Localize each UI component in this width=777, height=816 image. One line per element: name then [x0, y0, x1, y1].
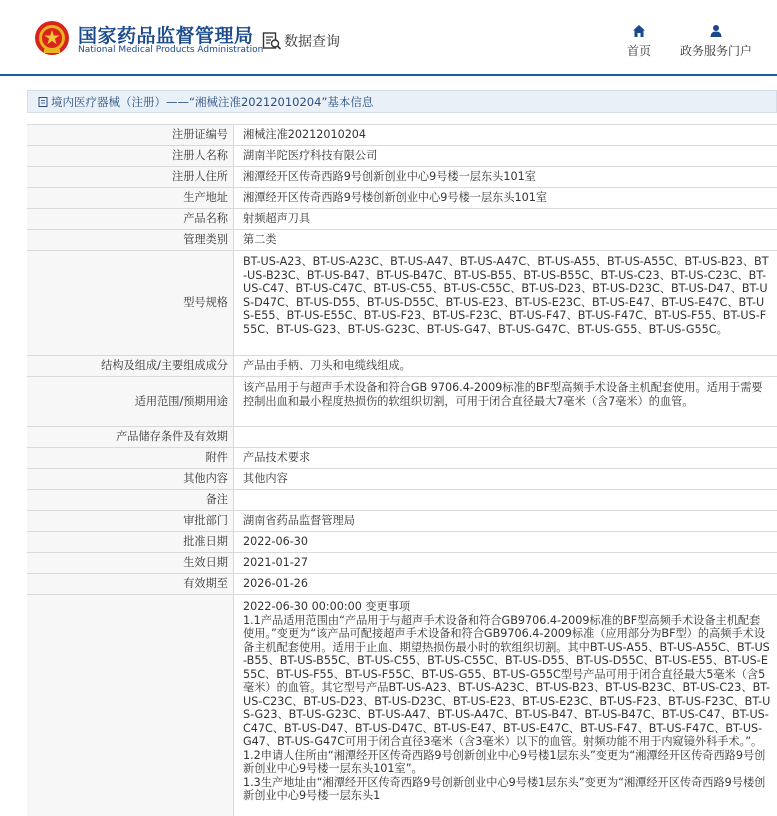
row-value: 湖南省药品监督管理局: [243, 514, 355, 527]
row-label: 管理类别: [27, 230, 234, 250]
row-value: [234, 427, 777, 447]
table-row: [27, 595, 777, 816]
nav-service-portal[interactable]: [674, 24, 758, 59]
change-item: 1.1产品适用范围由“产品用于与超声手术设备和符合GB9706.4-2009标准的BF型高频手术设备主机配套使用。”变更为“该产品可配接超声手术设备和符合GB9706.4-2009标准（应用部分为BF型）的高频手术设备主机配套使用。适用于止血、期望热损伤最小时的软组织切割。其中BT-US-A55、BT-US-A55C、BT-US-B55、BT-US-B55C、BT-US-C55、BT-US-C55C、BT-US-D55、BT-US-D55C、BT-US-E55、BT-US-E55C、BT-US-F55、BT-US-F55C、BT-US-G55、BT-US-G55C型号产品可用于闭合直径最大5毫米（含5毫米）的血管。其它型号产品BT-US-A23、BT-US-A23C、BT-US-B23、BT-US-B23C、BT-US-C23、BT-US-C23C、BT-US-D23、BT-US-D23C、BT-US-E23、BT-US-E23C、BT-US-F23、BT-US-F23C、BT-US-G23、BT-US-G23C、BT-US-A47、BT-US-A47C、BT-US-B47、BT-US-B47C、BT-US-C47、BT-US-C47C、BT-US-D47、BT-US-D47C、BT-US-E47、BT-US-E47C、BT-US-F47、BT-US-F47C、BT-US-G47、BT-US-G47C可用于闭合直径3毫米（含3毫米）以下的血管。射频功能不用于内窥镜外科手术。”。: [243, 613, 771, 748]
data-query-label: 数据查询: [284, 34, 340, 50]
row-label: 产品名称: [27, 209, 234, 229]
user-icon: [709, 24, 723, 38]
row-value: 湖南半陀医疗科技有限公司: [243, 149, 378, 162]
row-value: 湘潭经开区传奇西路9号创新创业中心9号楼一层东头101室: [243, 170, 536, 183]
row-value: 湘潭经开区传奇西路9号楼创新创业中心9号楼一层东头101室: [243, 191, 548, 204]
home-icon: [632, 24, 646, 38]
table-row: [27, 553, 777, 574]
table-row: [27, 377, 777, 427]
table-row: [27, 574, 777, 595]
row-label: 注册证编号: [27, 125, 234, 145]
document-icon: [38, 97, 48, 107]
row-value: 2021-01-27: [243, 556, 309, 569]
table-row: [27, 146, 777, 167]
row-label: 备注: [27, 490, 234, 510]
row-value: 其他内容: [243, 472, 288, 485]
row-value: 射频超声刀具: [243, 212, 311, 225]
row-label: 注册人住所: [27, 167, 234, 187]
row-value: BT-US-A23、BT-US-A23C、BT-US-A47、BT-US-A47C、BT-US-A55、BT-US-A55C、BT-US-B23、BT-US-B23C、BT-US-B47、BT-US-B47C、BT-US-B55、BT-US-B55C、BT-US-C23、BT-US-C23C、BT-US-C47、BT-US-C47C、BT-US-C55、BT-US-C55C、BT-US-D23、BT-US-D23C、BT-US-D47、BT-US-D47C、BT-US-D55、BT-US-D55C、BT-US-E23、BT-US-E23C、BT-US-E47、BT-US-E47C、BT-US-E55、BT-US-E55C、BT-US-F23、BT-US-F23C、BT-US-F47、BT-US-F47C、BT-US-F55、BT-US-F55C、BT-US-G23、BT-US-G23C、BT-US-G47、BT-US-G47C、BT-US-G55、BT-US-G55C。: [243, 255, 769, 336]
row-value: 2026-01-26: [243, 577, 309, 590]
table-row: [27, 448, 777, 469]
data-query-link[interactable]: [262, 30, 340, 52]
table-row: [27, 469, 777, 490]
breadcrumb-text: 境内医疗器械（注册）——“湘械注准20212010204”基本信息: [51, 94, 374, 109]
row-label: 结构及组成/主要组成成分: [27, 356, 234, 376]
row-label-empty: [27, 595, 234, 816]
row-label: 批准日期: [27, 532, 234, 552]
table-row: [27, 511, 777, 532]
nav-portal-label: 政务服务门户: [679, 44, 752, 58]
table-row: [27, 209, 777, 230]
table-row: [27, 427, 777, 448]
row-label: 注册人名称: [27, 146, 234, 166]
breadcrumb: [27, 90, 777, 113]
site-title[interactable]: 国家药品监督管理局: [78, 25, 254, 47]
row-label: 生效日期: [27, 553, 234, 573]
row-value: 产品技术要求: [243, 451, 311, 464]
table-row: [27, 125, 777, 146]
nav-home[interactable]: [616, 24, 662, 59]
row-value: 2022-06-30: [243, 535, 309, 548]
table-row: [27, 188, 777, 209]
site-header: [0, 0, 777, 76]
row-label: 附件: [27, 448, 234, 468]
row-label: 有效期至: [27, 574, 234, 594]
change-heading: 2022-06-30 00:00:00 变更事项: [243, 600, 411, 613]
row-value: 第二类: [243, 233, 277, 246]
row-label: 型号规格: [27, 251, 234, 355]
row-label: 产品储存条件及有效期: [27, 427, 234, 447]
registration-detail-table: [27, 124, 777, 816]
change-history: [234, 595, 777, 816]
table-row: [27, 356, 777, 377]
site-subtitle: National Medical Products Administration: [78, 45, 264, 55]
row-label: 生产地址: [27, 188, 234, 208]
table-row: [27, 167, 777, 188]
table-row: [27, 230, 777, 251]
row-value: 湘械注准20212010204: [243, 128, 367, 141]
row-label: 其他内容: [27, 469, 234, 489]
row-value: [234, 490, 777, 510]
table-row: [27, 532, 777, 553]
national-emblem-icon[interactable]: [34, 19, 70, 57]
row-value: 产品由手柄、刀头和电缆线组成。: [243, 359, 411, 372]
row-label: 审批部门: [27, 511, 234, 531]
row-label: 适用范围/预期用途: [27, 377, 234, 426]
change-item: 1.3生产地址由“湘潭经开区传奇西路9号创新创业中心9号楼1层东头”变更为“湘潭经开区传奇西路9号楼创新创业中心9号楼一层东头1: [243, 775, 766, 802]
nav-home-label: 首页: [626, 44, 651, 58]
change-item: 1.2申请人住所由“湘潭经开区传奇西路9号创新创业中心9号楼1层东头”变更为“湘潭经开区传奇西路9号创新创业中心9号楼一层东头101室”。: [243, 748, 766, 775]
table-row: [27, 251, 777, 356]
table-row: [27, 490, 777, 511]
row-value: 该产品用于与超声手术设备和符合GB 9706.4-2009标准的BF型高频手术设备主机配套使用。适用于需要控制出血和最小程度热损伤的软组织切割，可用于闭合直径最大7毫米（含7毫米）的血管。: [243, 381, 763, 408]
data-query-icon: [262, 31, 282, 51]
